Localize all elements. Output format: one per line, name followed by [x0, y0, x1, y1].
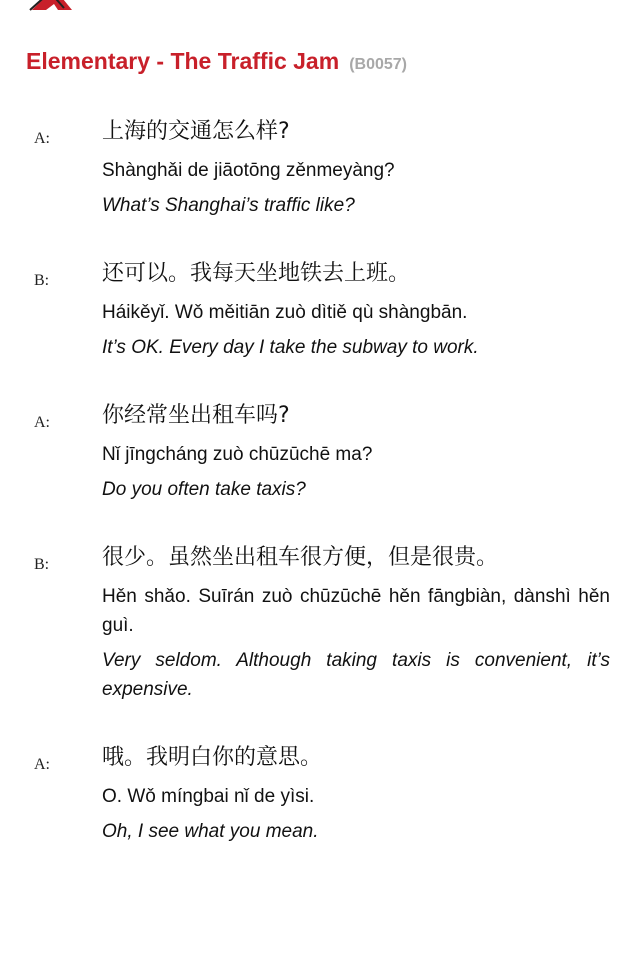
- dialogue-content: [102, 116, 610, 220]
- speaker-label: B:: [34, 272, 50, 289]
- english-translation: Oh, I see what you mean.: [102, 821, 319, 842]
- pinyin-text: Nǐ jīngcháng zuò chūzūchē ma?: [102, 444, 373, 465]
- english-translation: It’s OK. Every day I take the subway to work.: [102, 337, 479, 358]
- chinese-text: 哦。我明白你的意思。: [102, 745, 323, 770]
- speaker-label: B:: [34, 556, 50, 573]
- pinyin-text: Háikěyǐ. Wǒ měitiān zuò dìtiě qù shàngbān.: [102, 302, 468, 323]
- english-translation: What’s Shanghai’s traffic like?: [102, 195, 355, 216]
- dialogue: [0, 116, 640, 884]
- chinese-text: 很少。虽然坐出租车很方便，但是很贵。: [102, 545, 499, 570]
- dialogue-content: [102, 542, 610, 704]
- red-arrow-logo-icon: [28, 0, 74, 12]
- dialogue-turn: [0, 258, 640, 400]
- pinyin-text: Hěn shǎo. Suīrán zuò chūzūchē hěn fāngbiàn, dànshì hěn guì.: [102, 586, 610, 636]
- pinyin-text: Shànghǎi de jiāotōng zěnmeyàng?: [102, 160, 395, 181]
- chinese-text: 还可以。我每天坐地铁去上班。: [102, 261, 411, 286]
- page-title: Elementary - The Traffic Jam: [26, 48, 340, 74]
- page-title-row: [26, 48, 407, 75]
- pinyin-text: O. Wǒ míngbai nǐ de yìsi.: [102, 786, 315, 807]
- chinese-text: 上海的交通怎么样?: [102, 119, 290, 144]
- speaker-label: A:: [34, 414, 50, 431]
- english-translation: Do you often take taxis?: [102, 479, 306, 500]
- dialogue-turn: [0, 400, 640, 542]
- english-translation: Very seldom. Although taking taxis is convenient, it’s expensive.: [102, 650, 610, 700]
- dialogue-turn: [0, 116, 640, 258]
- dialogue-turn: [0, 542, 640, 742]
- lesson-code: (B0057): [349, 56, 407, 73]
- dialogue-turn: [0, 742, 640, 884]
- speaker-label: A:: [34, 130, 50, 147]
- chinese-text: 你经常坐出租车吗?: [102, 403, 290, 428]
- dialogue-content: [102, 742, 610, 846]
- dialogue-content: [102, 400, 610, 504]
- speaker-label: A:: [34, 756, 50, 773]
- dialogue-content: [102, 258, 610, 362]
